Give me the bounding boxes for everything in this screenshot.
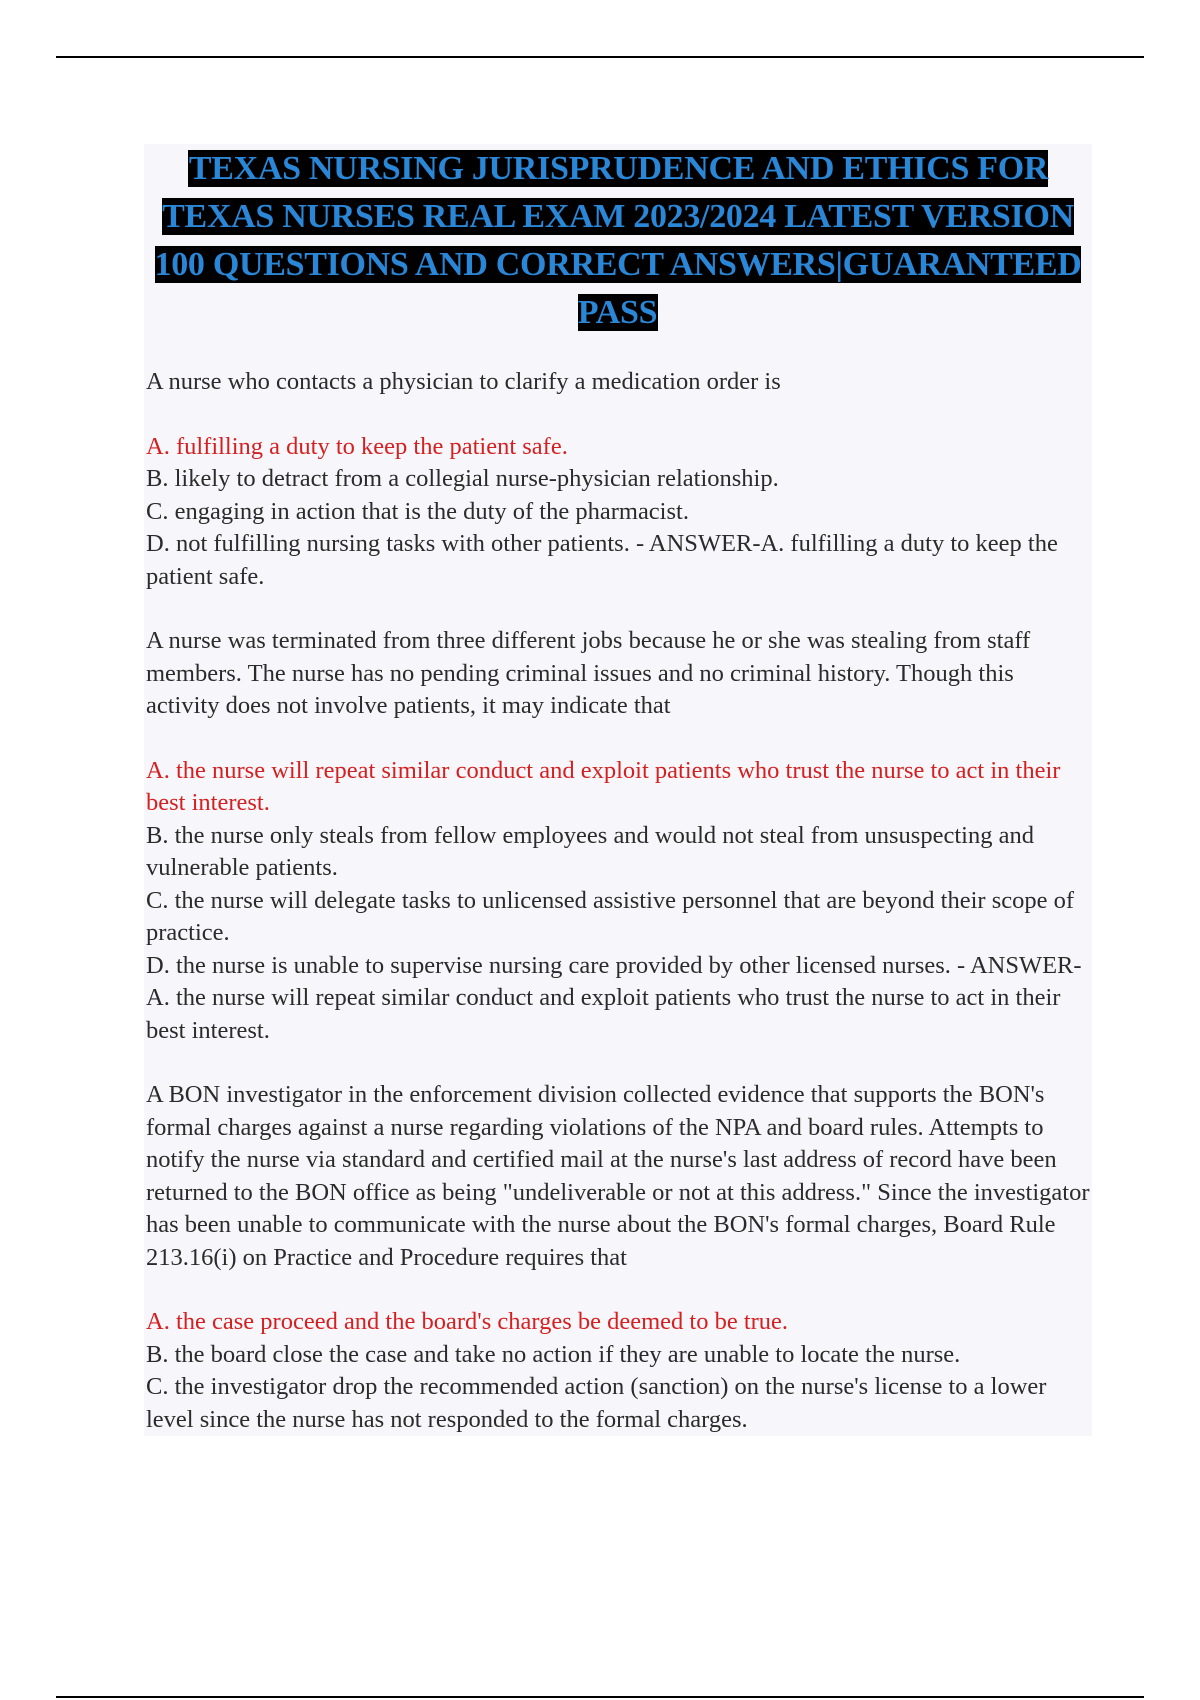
option-c: C. the nurse will delegate tasks to unlicensed assistive personnel that are beyond their scope of practice.: [146, 886, 1075, 946]
answer-options: [146, 1306, 1092, 1436]
document-body: [144, 144, 1092, 1436]
top-rule: [56, 56, 1144, 58]
option-c: C. engaging in action that is the duty of the pharmacist.: [146, 497, 689, 525]
option-b: B. the board close the case and take no action if they are unable to locate the nurse.: [146, 1340, 961, 1368]
title-block: [144, 144, 1092, 366]
option-a-correct: A. the nurse will repeat similar conduct and exploit patients who trust the nurse to act in their best interest.: [146, 756, 1061, 816]
question-stem: A BON investigator in the enforcement division collected evidence that supports the BON's formal charges against a nurse regarding violations of the NPA and board rules. Attempts to notify the nurse via standard and certified mail at the nurse's last address of record have been returned to the BON office as being "undeliverable or not at this address." Since the investigator has been unable to communicate with the nurse about the BON's formal charges, Board Rule 213.16(i) on Practice and Procedure requires that: [146, 1081, 1090, 1271]
question-block-2: [146, 625, 1092, 1047]
question-stem: A nurse who contacts a physician to clarify a medication order is: [146, 368, 781, 395]
question-block-1: [146, 366, 1092, 593]
answer-options: [146, 431, 1092, 594]
bottom-rule: [56, 1696, 1144, 1698]
option-a-correct: A. the case proceed and the board's charges be deemed to be true.: [146, 1308, 789, 1335]
option-b: B. likely to detract from a collegial nurse-physician relationship.: [146, 465, 779, 492]
question-stem: A nurse was terminated from three different jobs because he or she was stealing from staff members. The nurse has no pending criminal issues and no criminal history. Though this activity does not involve patients, it may indicate that: [146, 627, 1031, 719]
option-d-with-answer: D. the nurse is unable to supervise nursing care provided by other licensed nurses. - ANSWER-A. the nurse will repeat similar conduct and exploit patients who trust the nurse to act in their best interest.: [146, 951, 1082, 1044]
question-block-3: [146, 1079, 1092, 1436]
option-b: B. the nurse only steals from fellow employees and would not steal from unsuspecting and vulnerable patients.: [146, 821, 1034, 881]
option-c: C. the investigator drop the recommended action (sanction) on the nurse's license to a lower level since the nurse has not responded to the formal charges.: [146, 1373, 1047, 1433]
question-list: [144, 366, 1092, 1436]
option-d-with-answer: D. not fulfilling nursing tasks with other patients. - ANSWER-A. fulfilling a duty to keep the patient safe.: [146, 530, 1058, 590]
answer-options: [146, 755, 1092, 1048]
option-a-correct: A. fulfilling a duty to keep the patient safe.: [146, 432, 568, 460]
document-title: TEXAS NURSING JURISPRUDENCE AND ETHICS FOR TEXAS NURSES REAL EXAM 2023/2024 LATEST VERSION 100 QUESTIONS AND CORRECT ANSWERS|GUARANTEED PASS: [154, 150, 1082, 331]
